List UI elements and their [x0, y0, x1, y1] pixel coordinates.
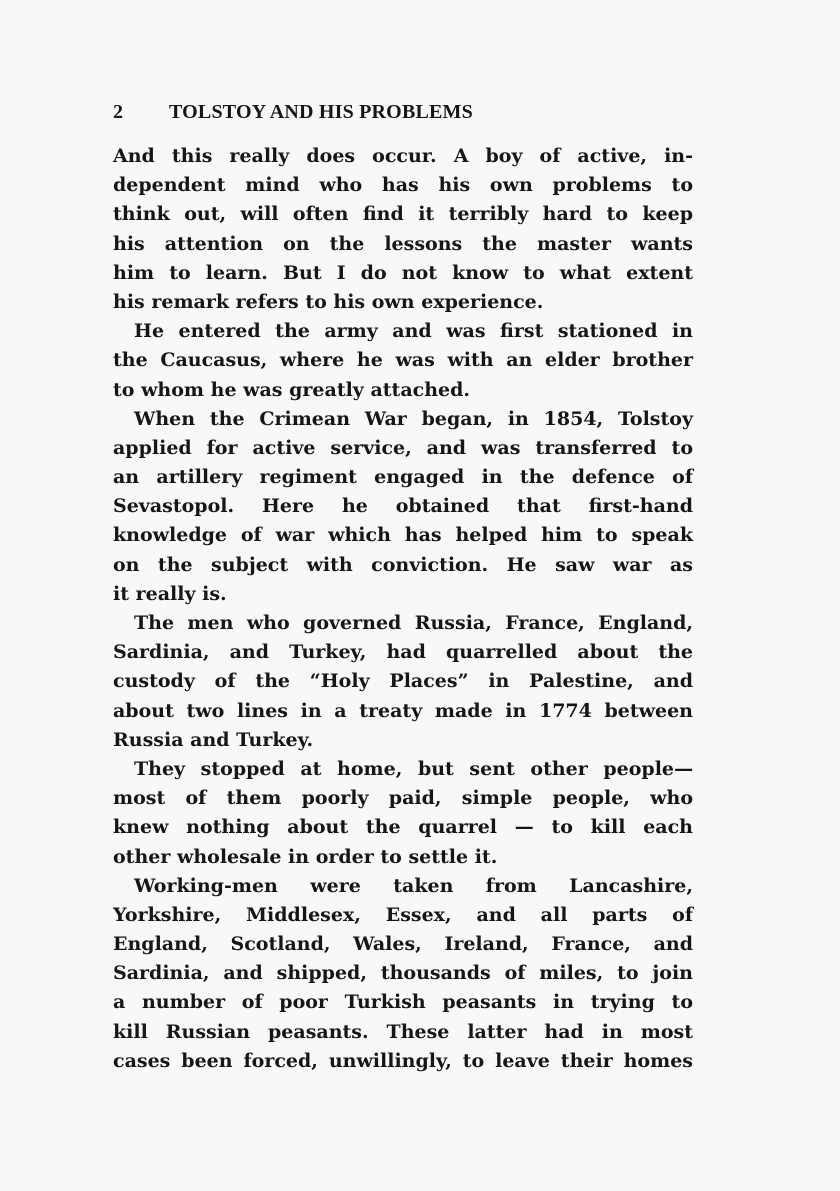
text-line: He entered the army and was first stationed in: [134, 320, 693, 343]
running-title: TOLSTOY AND HIS PROBLEMS: [169, 101, 473, 123]
text-line: most of them poorly paid, simple people, who: [113, 787, 693, 810]
text-line: cases been forced, unwillingly, to leave their homes: [113, 1049, 693, 1072]
paragraph: [113, 609, 693, 755]
text-line: other wholesale in order to settle it.: [113, 845, 498, 868]
paragraph: [113, 872, 693, 1076]
body-text: [113, 142, 693, 1076]
text-line: England, Scotland, Wales, Ireland, France, and: [113, 933, 693, 956]
text-line: When the Crimean War began, in 1854, Tolstoy: [134, 407, 693, 430]
text-line: They stopped at home, but sent other people—: [134, 757, 693, 780]
text-line: knowledge of war which has helped him to speak: [113, 524, 693, 547]
text-line: his remark refers to his own experience.: [113, 290, 544, 313]
text-line: an artillery regiment engaged in the defence of: [113, 466, 693, 489]
page-number: 2: [113, 101, 123, 123]
running-header: [113, 98, 693, 127]
text-line: custody of the “Holy Places” in Palestine, and: [113, 670, 693, 693]
paragraph: [113, 755, 693, 872]
text-line: kill Russian peasants. These latter had in most: [113, 1020, 693, 1043]
text-line: Russia and Turkey.: [113, 728, 314, 751]
text-line: Working-men were taken from Lancashire,: [134, 874, 693, 897]
text-line: Sevastopol. Here he obtained that first-hand: [113, 495, 693, 518]
paragraph: [113, 405, 693, 609]
text-line: his attention on the lessons the master wants: [113, 232, 693, 255]
text-line: about two lines in a treaty made in 1774 between: [113, 699, 693, 722]
text-line: him to learn. But I do not know to what extent: [113, 261, 693, 284]
text-line: it really is.: [113, 582, 227, 605]
text-line: dependent mind who has his own problems to: [113, 174, 693, 197]
paragraph: [113, 142, 693, 317]
paragraph: [113, 317, 693, 405]
text-line: And this really does occur. A boy of active, in-: [113, 145, 693, 167]
text-line: on the subject with conviction. He saw war as: [113, 553, 693, 576]
text-line: to whom he was greatly attached.: [113, 378, 471, 401]
text-line: the Caucasus, where he was with an elder brother: [113, 349, 693, 372]
text-line: knew nothing about the quarrel — to kill each: [113, 816, 693, 839]
text-line: a number of poor Turkish peasants in trying to: [113, 991, 693, 1014]
text-line: applied for active service, and was transferred to: [113, 436, 693, 459]
text-line: Yorkshire, Middlesex, Essex, and all parts of: [113, 903, 693, 926]
text-line: think out, will often find it terribly hard to keep: [113, 203, 693, 226]
page-text-block: [113, 98, 693, 1076]
text-line: Sardinia, and Turkey, had quarrelled about the: [113, 641, 693, 664]
text-line: The men who governed Russia, France, England,: [134, 612, 693, 634]
text-line: Sardinia, and shipped, thousands of miles, to join: [113, 962, 693, 985]
